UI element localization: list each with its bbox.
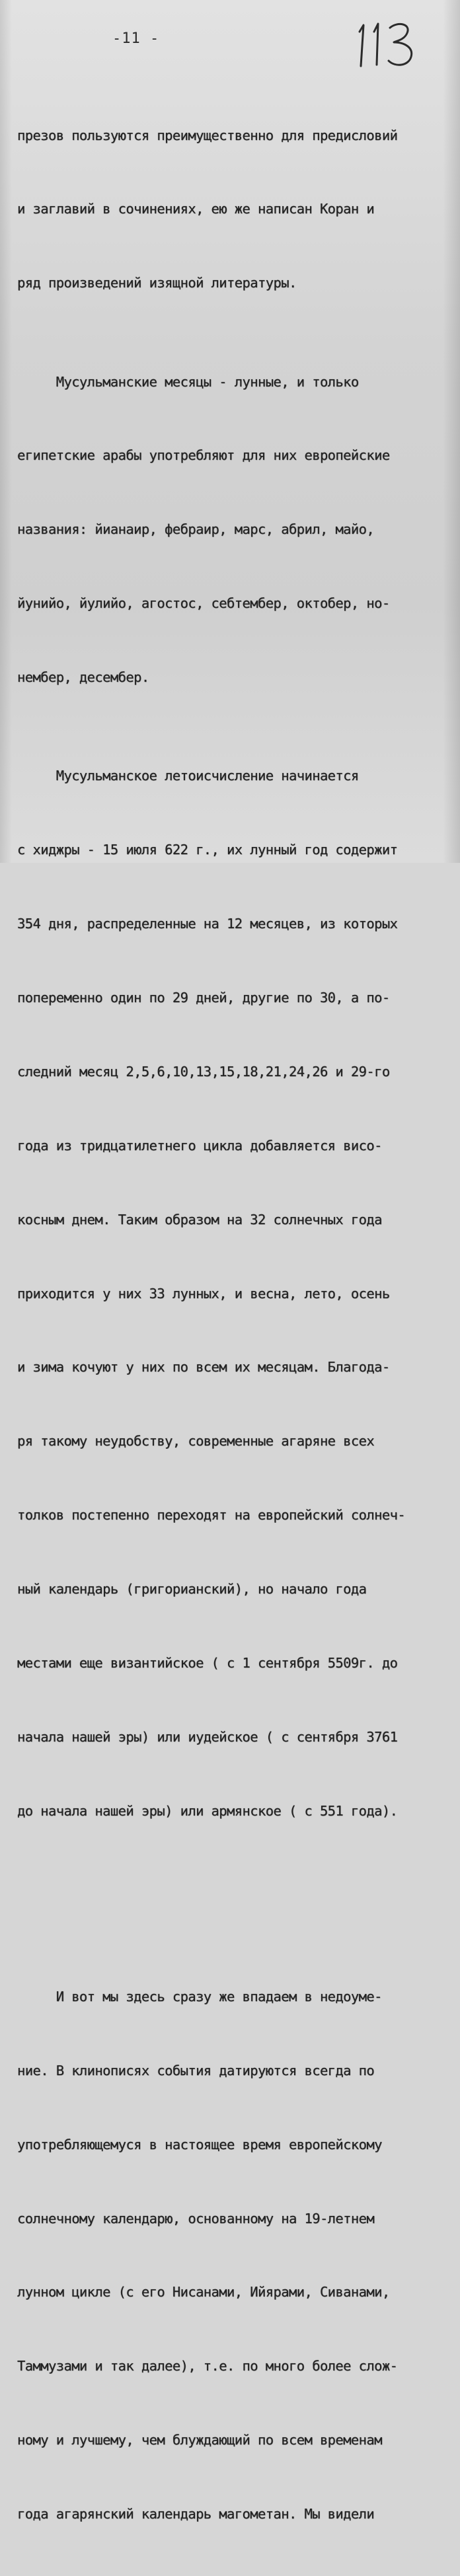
text-line: употребляющемуся в настоящее время европейскому [17,2136,382,2153]
text-line: года агарянский календарь магометан. Мы видели [17,2506,375,2522]
text-line: ние. В клинописях события датируются всегда по [17,2062,375,2079]
text-line: лунном цикле (с его Нисанами, Ийярами, Сиванами, [17,2284,390,2300]
text-line: И вот мы здесь сразу же впадаем в недоуме- [17,1988,382,2005]
text-line: косным днем. Таким образом на 32 солнечных года [17,1211,382,1228]
text-line: ря такому неудобству, современные агаряне всех [17,1433,375,1450]
text-line: и зима кочуют у них по всем их месяцам. Благода- [17,1359,390,1376]
text-line: солнечному календарю, основанному на 19-летнем [17,2210,375,2226]
text-line: йунийо, йулийо, агостос, себтембер, октобер, но- [17,595,390,612]
text-line: года из тридцатилетнего цикла добавляется висо- [17,1137,382,1154]
typewritten-text [17,74,447,2576]
text-line: египетские арабы употребляют для них европейские [17,447,390,464]
text-line: толков постепенно переходят на европейский солнеч- [17,1507,406,1524]
handwritten-folio-number [350,18,423,71]
text-line: Мусульманское летоисчисление начинается [17,768,359,784]
text-line: нембер, десембер. [17,669,149,686]
text-line: Мусульманские месяцы - лунные, и только [17,373,359,390]
text-line: попеременно один по 29 дней, другие по 30, а по- [17,989,390,1006]
text-line: ный календарь (григорианский), но начало года [17,1581,367,1598]
page-number: -11 - [112,30,160,47]
text-line: местами еще византийское ( с 1 сентября 5509г. до [17,1655,398,1671]
text-line: 354 дня, распределенные на 12 месяцев, из которых [17,916,398,932]
text-line: Таммузами и так далее), т.е. по много более слож- [17,2358,398,2374]
text-line: до начала нашей эры) или армянское ( с 551 года). [17,1802,398,1819]
text-line: названия: йианаир, фебраир, марс, абрил, майо, [17,521,375,538]
text-line: презов пользуются преимущественно для предисловий [17,127,398,143]
text-line: с хиджры - 15 июля 622 г., их лунный год содержит [17,842,398,858]
text-line: начала нашей эры) или иудейское ( с сентября 3761 [17,1728,398,1745]
text-line: следний месяц 2,5,6,10,13,15,18,21,24,26 и 29-го [17,1063,390,1080]
text-line: приходится у них 33 лунных, и весна, лето, осень [17,1285,390,1302]
text-line: ному и лучшему, чем блуждающий по всем временам [17,2432,382,2448]
text-line: и заглавий в сочинениях, ею же написан Коран и [17,201,375,217]
paragraph-gap [17,1897,447,1911]
text-line: ряд произведений изящной литературы. [17,275,297,291]
